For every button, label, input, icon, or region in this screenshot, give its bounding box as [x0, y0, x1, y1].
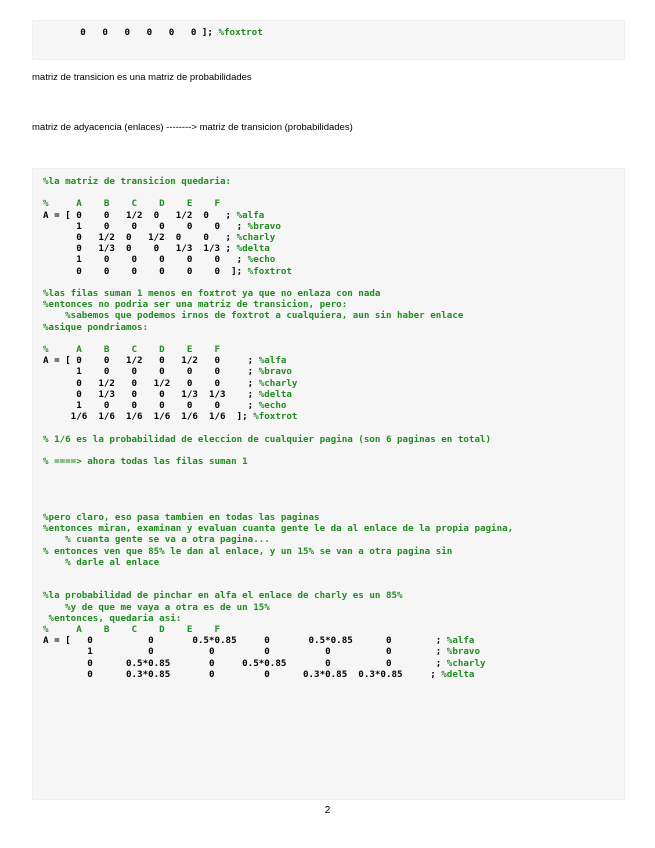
code-text: 0 1/2 0 1/2 0 0 ; [43, 377, 259, 389]
code-comment: %la matriz de transicion quedaria: [43, 176, 232, 187]
code-text: 0 0 0 0 0 0 ]; [47, 27, 219, 38]
code-text: A = [ 0 0 0.5*0.85 0 0.5*0.85 0 ; [43, 635, 447, 647]
main-code-text [33, 169, 624, 680]
code-line [43, 400, 624, 411]
code-line [43, 501, 624, 512]
code-line [43, 277, 624, 288]
code-line [43, 523, 624, 534]
code-comment: %alfa [236, 209, 265, 221]
code-line [43, 646, 624, 657]
code-comment: %alfa [446, 635, 475, 647]
paragraph-transition-matrix: matriz de transicion es una matriz de probabilidades [32, 72, 252, 83]
code-line [43, 366, 624, 377]
code-text: 1 0 0 0 0 0 ; [43, 366, 259, 378]
code-line [43, 355, 624, 366]
code-line [43, 299, 624, 310]
code-line [43, 198, 624, 209]
code-text: 0 0.3*0.85 0 0 0.3*0.85 0.3*0.85 ; [43, 668, 442, 680]
code-comment: %bravo [258, 366, 292, 378]
code-text: 1 0 0 0 0 0 ; [43, 400, 259, 412]
code-line [43, 389, 624, 400]
code-comment: %echo [247, 254, 276, 266]
page-number: 2 [324, 805, 331, 816]
code-comment: %entonces, quedaria asi: [43, 612, 182, 624]
code-line [43, 254, 624, 265]
code-comment: %charly [258, 377, 298, 389]
code-line [43, 310, 624, 321]
code-line [43, 613, 624, 624]
main-code-block [32, 168, 625, 800]
code-comment: %bravo [247, 220, 281, 232]
code-line [43, 187, 624, 198]
code-line [43, 557, 624, 568]
code-line [43, 434, 624, 445]
code-line [43, 512, 624, 523]
code-text: 0 0 0 0 0 0 ]; [43, 265, 248, 277]
code-comment: % 1/6 es la probabilidad de eleccion de cualquier pagina (son 6 paginas en total) [43, 433, 492, 445]
paragraph-adjacency-to-transition: matriz de adyacencia (enlaces) --------> matriz de transicion (probabilidades) [32, 122, 353, 133]
code-text: 0 1/3 0 0 1/3 1/3 ; [43, 388, 259, 400]
code-comment: %echo [258, 400, 287, 412]
code-line [43, 243, 624, 254]
code-comment: % entonces ven que 85% le dan al enlace, y un 15% se van a otra pagina sin [43, 545, 453, 557]
code-text: A = [ 0 0 1/2 0 1/2 0 ; [43, 355, 259, 367]
code-line [43, 232, 624, 243]
code-text: 1 0 0 0 0 0 ; [43, 646, 447, 658]
code-comment: % A B C D E F [43, 344, 221, 355]
code-comment: %y de que me vaya a otra es de un 15% [43, 601, 270, 613]
code-line [43, 266, 624, 277]
code-line [43, 344, 624, 355]
code-comment: %delta [441, 668, 475, 680]
top-code-text [33, 21, 624, 38]
code-line [43, 546, 624, 557]
code-line [43, 422, 624, 433]
code-line [47, 27, 624, 38]
code-comment: %foxtrot [253, 411, 298, 423]
code-comment: % ====> ahora todas las filas suman 1 [43, 456, 248, 467]
code-comment: % A B C D E F [43, 198, 221, 210]
code-comment: %las filas suman 1 menos en foxtrot ya que no enlaza con nada [43, 288, 381, 299]
code-comment: %delta [258, 388, 292, 400]
code-line [43, 456, 624, 467]
code-line [43, 624, 624, 635]
code-line [43, 378, 624, 389]
code-line [43, 490, 624, 501]
code-line [43, 445, 624, 456]
code-comment: %entonces miran, examinan y evaluan cuanta gente le da al enlace de la propia pagina, [43, 523, 514, 535]
code-comment: % A B C D E F [43, 623, 221, 635]
code-comment: % cuanta gente se va a otra pagina... [43, 534, 270, 546]
code-line [43, 210, 624, 221]
code-comment: %sabemos que podemos irnos de foxtrot a cualquiera, aun sin haber enlace [43, 310, 464, 322]
code-comment: %foxtrot [247, 265, 292, 277]
code-line [43, 333, 624, 344]
code-line [43, 669, 624, 680]
code-comment: %bravo [446, 646, 480, 658]
code-line [43, 478, 624, 489]
code-line [43, 658, 624, 669]
code-text: 1 0 0 0 0 0 ; [43, 220, 248, 232]
code-line [43, 602, 624, 613]
code-text: 0 1/3 0 0 1/3 1/3 ; [43, 243, 237, 255]
code-line [43, 322, 624, 333]
code-comment: %la probabilidad de pinchar en alfa el enlace de charly es un 85% [43, 590, 403, 602]
code-comment: % darle al enlace [43, 556, 160, 568]
code-text: 1/6 1/6 1/6 1/6 1/6 1/6 ]; [43, 411, 254, 423]
top-code-block [32, 20, 625, 60]
code-line [43, 579, 624, 590]
code-line [43, 176, 624, 187]
code-comment: %foxtrot [218, 27, 263, 38]
code-text: 1 0 0 0 0 0 ; [43, 254, 248, 266]
code-line [43, 221, 624, 232]
code-comment: %charly [236, 232, 276, 243]
code-line [43, 635, 624, 646]
code-comment: %delta [236, 243, 270, 255]
code-line [43, 568, 624, 579]
code-comment: %charly [446, 657, 486, 669]
code-comment: %asique pondriamos: [43, 321, 149, 333]
code-line [43, 467, 624, 478]
code-text: 0 1/2 0 1/2 0 0 ; [43, 232, 237, 243]
code-line [43, 288, 624, 299]
code-comment: %entonces no podria ser una matriz de transicion, pero: [43, 299, 348, 311]
code-comment: %alfa [258, 355, 287, 367]
code-line [43, 534, 624, 545]
code-line [43, 411, 624, 422]
code-comment: %pero claro, eso pasa tambien en todas las paginas [43, 511, 320, 523]
code-text: 0 0.5*0.85 0 0.5*0.85 0 0 ; [43, 657, 447, 669]
code-line [43, 590, 624, 601]
code-text: A = [ 0 0 1/2 0 1/2 0 ; [43, 209, 237, 221]
